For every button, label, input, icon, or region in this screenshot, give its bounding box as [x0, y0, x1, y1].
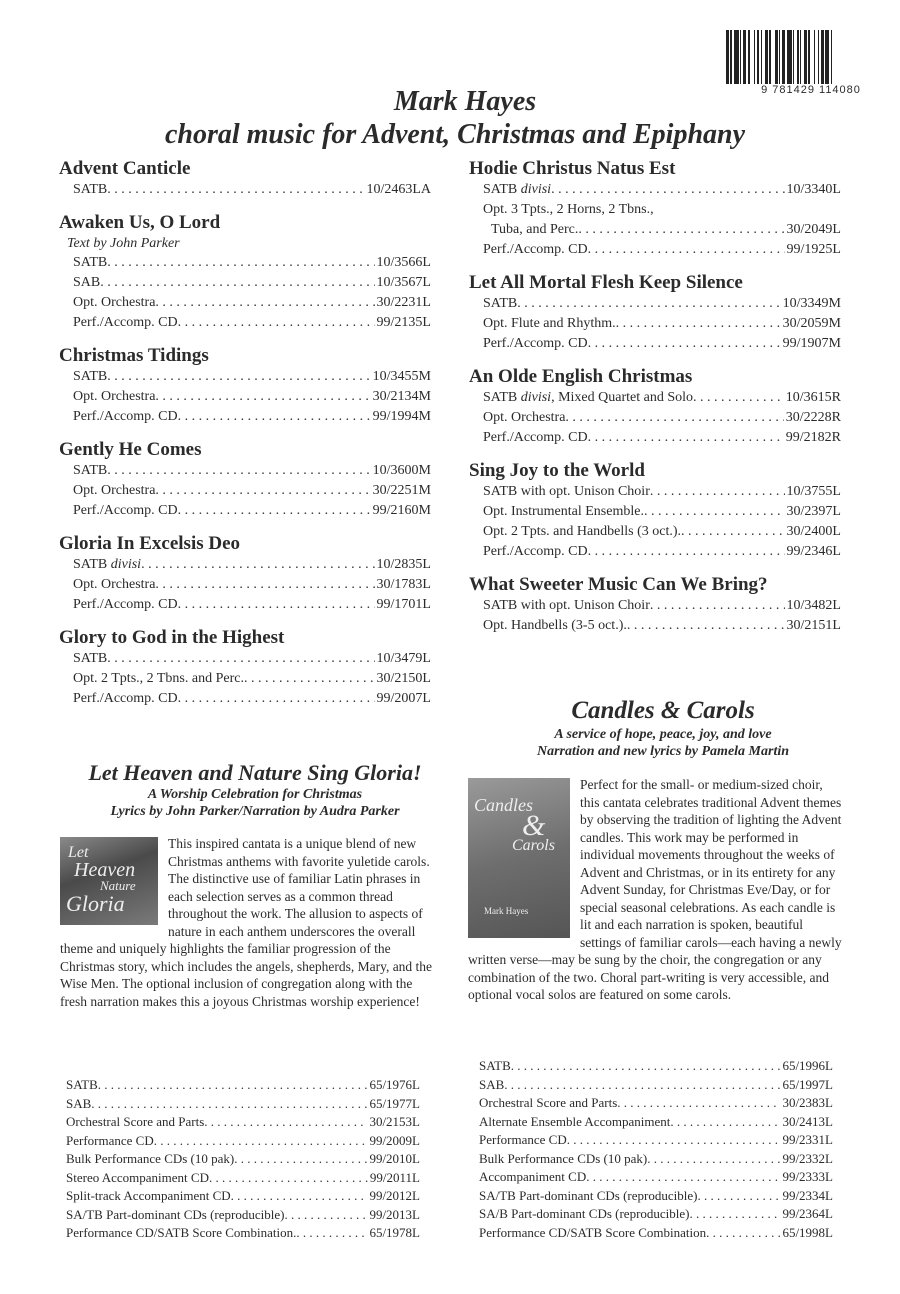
catalog-number: 10/2463LA: [366, 182, 431, 197]
catalog-number: 99/1925L: [786, 242, 841, 257]
row-label-text: SATB: [73, 651, 108, 666]
leader-dots: [178, 407, 371, 427]
product-number: 30/2413L: [782, 1113, 833, 1129]
row-label: [73, 273, 100, 293]
product-number: 99/2334L: [782, 1187, 833, 1203]
product-row: [479, 1131, 833, 1150]
product-row: [66, 1076, 420, 1095]
catalog-row: [469, 542, 841, 562]
row-label-text: Opt. 2 Tpts. and Handbells (3 oct.).: [483, 524, 682, 539]
catalog-row: [59, 253, 431, 273]
right-catalog: [469, 158, 841, 648]
catalog-number: 10/3479L: [376, 651, 431, 666]
entry-title: Awaken Us, O Lord: [59, 212, 221, 233]
entry-title: Glory to God in the Highest: [59, 627, 285, 648]
catalog-row: [469, 502, 841, 522]
catalog-row: [59, 555, 431, 575]
catalog-row: [469, 294, 841, 314]
leader-dots: [107, 461, 370, 481]
row-label: [73, 461, 107, 481]
row-label: [73, 555, 141, 575]
leader-dots: [627, 616, 785, 636]
leader-dots: [98, 1076, 368, 1095]
catalog-number: 99/2182R: [785, 430, 841, 445]
leader-dots: [234, 1150, 367, 1169]
entry-title: What Sweeter Music Can We Bring?: [469, 574, 768, 595]
row-label-text: Perf./Accomp. CD: [483, 430, 588, 445]
row-label: [483, 502, 644, 522]
product-row: [66, 1095, 420, 1114]
catalog-number: 99/2160M: [372, 503, 431, 518]
leader-dots: [178, 595, 375, 615]
promo-right-title: Candles & Carols: [571, 697, 755, 724]
row-label: [483, 294, 517, 314]
product-number: 99/2012L: [369, 1188, 420, 1203]
row-label-italic: divisi: [110, 557, 142, 572]
product-label: Orchestral Score and Parts: [479, 1095, 618, 1110]
row-label-text: Opt. Flute and Rhythm.: [483, 316, 616, 331]
catalog-row: [469, 482, 841, 502]
product-number: 65/1977L: [369, 1095, 420, 1111]
catalog-entry: [469, 574, 841, 636]
catalog-row: [469, 180, 841, 200]
product-row: [66, 1224, 420, 1243]
catalog-row: [59, 481, 431, 501]
catalog-row: [59, 669, 431, 689]
row-label: [73, 313, 178, 333]
catalog-number: 99/2007L: [376, 691, 431, 706]
product-number: 30/2383L: [782, 1095, 833, 1110]
catalog-entry: [59, 439, 431, 521]
row-label: [73, 293, 155, 313]
leader-dots: [567, 1131, 781, 1150]
promo-left-credits: Lyrics by John Parker/Narration by Audra Parker: [110, 804, 400, 819]
row-label-text: Opt. Instrumental Ensemble.: [483, 504, 644, 519]
catalog-number: 30/2397L: [786, 504, 841, 519]
product-row: [66, 1150, 420, 1169]
entry-title: Gloria In Excelsis Deo: [59, 533, 241, 554]
cover-text: Carols: [512, 837, 555, 854]
leader-dots: [588, 240, 785, 260]
catalog-row: [59, 313, 431, 333]
left-catalog: [59, 158, 431, 721]
barcode-number: 9 781429 114080: [726, 84, 896, 96]
catalog-number: 30/2151L: [786, 618, 841, 633]
row-label-text: SAB: [73, 275, 101, 290]
leader-dots: [296, 1224, 367, 1243]
row-label-text: SATB: [73, 255, 108, 270]
row-label: [483, 180, 551, 200]
product-row: [479, 1187, 833, 1206]
row-label-text: SATB: [73, 182, 108, 197]
catalog-number: 10/3349M: [782, 296, 841, 311]
leader-dots: [693, 388, 784, 408]
product-label: Bulk Performance CDs (10 pak): [479, 1150, 648, 1166]
promo-left-body: [60, 835, 436, 1010]
catalog-row: [469, 240, 841, 260]
row-label-text: SATB: [73, 369, 108, 384]
catalog-number: 99/1994M: [372, 409, 431, 424]
row-label-italic: divisi: [520, 182, 552, 197]
product-label: SA/TB Part-dominant CDs (reproducible): [479, 1187, 698, 1203]
leader-dots: [670, 1113, 780, 1132]
product-number: 99/2333L: [782, 1169, 833, 1184]
catalog-number: 30/2134M: [372, 389, 431, 404]
leader-dots: [697, 1187, 780, 1206]
leader-dots: [155, 293, 374, 313]
row-label: [73, 649, 107, 669]
catalog-row: [59, 367, 431, 387]
product-label: Bulk Performance CDs (10 pak): [66, 1151, 235, 1166]
leader-dots: [690, 1205, 781, 1224]
catalog-number: 30/2231L: [376, 295, 431, 310]
catalog-entry: [469, 366, 841, 448]
row-label-italic: divisi: [520, 390, 552, 405]
row-label: [73, 501, 178, 521]
product-number: 65/1978L: [369, 1225, 420, 1240]
page-subtitle: choral music for Advent, Christmas and Epiphany: [164, 119, 746, 150]
row-label: [73, 253, 107, 273]
catalog-row: [59, 180, 431, 200]
leader-dots: [244, 669, 375, 689]
row-label-text: Opt. Orchestra: [483, 410, 566, 425]
leader-dots: [644, 502, 785, 522]
catalog-number: 30/2400L: [786, 524, 841, 539]
row-label-text: SATB: [73, 463, 108, 478]
product-label: Performance CD/SATB Score Combination.: [66, 1225, 297, 1240]
promo-left-title: Let Heaven and Nature Sing Gloria!: [88, 760, 422, 785]
cover-text: Nature: [100, 878, 136, 893]
catalog-number: 30/2059M: [782, 316, 841, 331]
row-label: [483, 314, 616, 334]
row-label: [483, 542, 588, 562]
row-label: [491, 220, 578, 240]
row-label: [483, 428, 588, 448]
row-label-suffix: , Mixed Quartet and Solo: [551, 390, 693, 405]
entry-title: An Olde English Christmas: [469, 366, 693, 387]
row-label-text: SATB: [483, 182, 518, 197]
catalog-entry: [59, 158, 431, 200]
product-number: 99/2331L: [782, 1132, 833, 1147]
catalog-row: [59, 689, 431, 709]
catalog-number: 30/1783L: [376, 577, 431, 592]
product-number: 99/2013L: [369, 1206, 420, 1222]
catalog-row: [59, 575, 431, 595]
catalog-row: [59, 461, 431, 481]
row-label: [483, 596, 650, 616]
catalog-number: 10/3755L: [786, 484, 841, 499]
catalog-entry: [59, 627, 431, 709]
catalog-number: 10/3615R: [785, 390, 841, 405]
leader-dots: [551, 180, 784, 200]
catalog-number: 10/3566L: [376, 255, 431, 270]
row-label-text: Perf./Accomp. CD: [73, 503, 178, 518]
row-label-text: Opt. Orchestra: [73, 295, 156, 310]
product-number: 65/1996L: [782, 1058, 833, 1073]
catalog-entry: [469, 158, 841, 260]
catalog-number: 10/2835L: [376, 557, 431, 572]
catalog-row: [469, 522, 841, 542]
product-row: [479, 1113, 833, 1132]
leader-dots: [588, 542, 785, 562]
catalog-row: [469, 200, 841, 220]
catalog-number: 30/2049L: [786, 222, 841, 237]
leader-dots: [578, 220, 784, 240]
row-label: [73, 407, 178, 427]
leader-dots: [517, 294, 780, 314]
row-label-text: Perf./Accomp. CD: [73, 597, 178, 612]
leader-dots: [209, 1169, 368, 1188]
row-label-text: Perf./Accomp. CD: [483, 242, 588, 257]
row-label-text: Opt. Orchestra: [73, 389, 156, 404]
row-label-text: Perf./Accomp. CD: [483, 336, 588, 351]
product-row: [66, 1113, 420, 1132]
product-number: 65/1997L: [782, 1076, 833, 1092]
leader-dots: [231, 1187, 368, 1206]
row-label-text: SATB: [483, 296, 518, 311]
catalog-row: [469, 616, 841, 636]
catalog-entry: [59, 212, 431, 333]
leader-dots: [107, 367, 370, 387]
catalog-row: [469, 220, 841, 240]
leader-dots: [107, 180, 364, 200]
catalog-row: [59, 293, 431, 313]
leader-dots: [155, 387, 370, 407]
row-label: [483, 388, 693, 408]
product-number: 65/1976L: [369, 1077, 420, 1092]
row-label: [483, 408, 565, 428]
leader-dots: [588, 428, 784, 448]
product-number: 30/2153L: [369, 1114, 420, 1129]
product-label: Performance CD: [479, 1132, 567, 1147]
cover-text: Candles: [474, 795, 534, 815]
catalog-row: [469, 314, 841, 334]
entry-title: Christmas Tidings: [59, 345, 209, 366]
product-row: [66, 1206, 420, 1225]
catalog-number: 30/2228R: [785, 410, 841, 425]
product-number: 99/2011L: [369, 1169, 420, 1185]
entry-title: Sing Joy to the World: [469, 460, 645, 481]
row-label-text: Perf./Accomp. CD: [73, 409, 178, 424]
product-label: Split-track Accompaniment CD: [66, 1188, 231, 1203]
catalog-entry: [59, 345, 431, 427]
row-label: [483, 240, 588, 260]
catalog-row: [59, 595, 431, 615]
promo-right-cover-image: [468, 778, 570, 938]
catalog-number: 30/2150L: [376, 671, 431, 686]
leader-dots: [107, 253, 374, 273]
promo-left-items: [66, 1076, 420, 1243]
catalog-number: 99/1701L: [376, 597, 431, 612]
row-label: [483, 616, 627, 636]
catalog-entry: [469, 272, 841, 354]
catalog-number: 10/3455M: [372, 369, 431, 384]
composer-name: Mark Hayes: [393, 86, 537, 117]
cover-text: Heaven: [74, 859, 136, 881]
catalog-number: 99/1907M: [782, 336, 841, 351]
product-label: Performance CD/SATB Score Combination: [479, 1224, 707, 1240]
row-label-text: SATB: [483, 390, 518, 405]
catalog-row: [469, 334, 841, 354]
leader-dots: [178, 501, 371, 521]
catalog-row: [469, 388, 841, 408]
product-row: [66, 1187, 420, 1206]
product-row: [66, 1132, 420, 1151]
catalog-number: 10/3340L: [786, 182, 841, 197]
product-row: [479, 1057, 833, 1076]
product-row: [479, 1224, 833, 1243]
row-label: [73, 387, 155, 407]
promo-left-header: [60, 760, 450, 820]
barcode: [726, 30, 896, 96]
entry-note: Text by John Parker: [67, 236, 180, 251]
product-label: Accompaniment CD: [479, 1169, 587, 1184]
leader-dots: [650, 596, 785, 616]
leader-dots: [178, 313, 375, 333]
leader-dots: [100, 273, 374, 293]
row-label: Opt. 3 Tpts., 2 Horns, 2 Tbns.,: [483, 202, 654, 217]
product-label: Alternate Ensemble Accompaniment: [479, 1113, 671, 1129]
leader-dots: [586, 1168, 780, 1187]
catalog-number: 10/3567L: [376, 275, 431, 290]
entry-title: Gently He Comes: [59, 439, 202, 460]
barcode-bar: [832, 30, 835, 86]
row-label-text: Tuba, and Perc.: [491, 222, 579, 237]
row-label-text: SATB: [73, 557, 108, 572]
catalog-number: 99/2346L: [786, 544, 841, 559]
leader-dots: [91, 1095, 367, 1114]
promo-left-cover-image: [60, 837, 158, 925]
row-label: [73, 367, 107, 387]
row-label: [483, 334, 588, 354]
product-number: 65/1998L: [782, 1224, 833, 1240]
leader-dots: [650, 482, 785, 502]
leader-dots: [588, 334, 781, 354]
leader-dots: [155, 481, 370, 501]
cover-text: Let: [68, 844, 89, 861]
catalog-number: 99/2135L: [376, 315, 431, 330]
entry-title: Hodie Christus Natus Est: [469, 158, 676, 179]
cover-text: &: [522, 809, 546, 842]
catalog-number: 30/2251M: [372, 483, 431, 498]
row-label-text: SATB with opt. Unison Choir: [483, 484, 650, 499]
product-row: [479, 1168, 833, 1187]
leader-dots: [681, 522, 785, 542]
product-row: [479, 1150, 833, 1169]
barcode-bars: [726, 30, 896, 86]
product-row: [66, 1169, 420, 1188]
leader-dots: [141, 555, 374, 575]
catalog-entry: [59, 533, 431, 615]
leader-dots: [565, 408, 783, 428]
promo-right-description: Perfect for the small- or medium-sized choir, this cantata celebrates traditional Advent themes by observing the tradition of lighting the Advent candles. This work may be performed in individual movements throughout the weeks of Advent and Christmas, or in its entirety for any Advent Sunday, for Christmas Eve/Day, or for special seasonal celebrations. As each candle is lit and each narration is spoken, beautiful settings of familiar carols—each having a newly written verse—may be sung by the choir, the congregation or any combination of the two. Choral part-writing is very accessible, and optional vocal solos are featured on some carols.: [468, 777, 842, 1002]
row-label-text: Opt. 2 Tpts., 2 Tbns. and Perc.: [73, 671, 244, 686]
catalog-entry: [469, 460, 841, 562]
row-label: [73, 669, 244, 689]
product-row: [479, 1076, 833, 1095]
catalog-row: [469, 596, 841, 616]
cover-text: Mark Hayes: [484, 906, 529, 916]
page-header: [0, 86, 900, 152]
promo-right-subtitle: A service of hope, peace, joy, and love: [554, 727, 772, 742]
leader-dots: [178, 689, 375, 709]
row-label-text: Perf./Accomp. CD: [73, 315, 178, 330]
product-label: SA/B Part-dominant CDs (reproducible): [479, 1206, 690, 1221]
row-label: [73, 689, 178, 709]
leader-dots: [155, 575, 374, 595]
row-label: [73, 575, 155, 595]
leader-dots: [204, 1113, 367, 1132]
catalog-row: [59, 273, 431, 293]
catalog-number: 10/3482L: [786, 598, 841, 613]
promo-left-description: This inspired cantata is a unique blend of new Christmas anthems with favorite yuletide carols. The distinctive use of familiar Latin phrases in each selection serves as a common thread throughout the work. The allusion to aspects of nature in each anthem underscores the overall theme and uniquely highlights the familiar progression of the Christmas story, which includes the angels, shepherds, Mary, and the Wise Men. The optional inclusion of congregation along with the fresh narration makes this a joyous Christmas worship experience!: [60, 836, 433, 1009]
catalog-row: [59, 407, 431, 427]
product-row: [479, 1094, 833, 1113]
leader-dots: [617, 1094, 780, 1113]
leader-dots: [154, 1132, 368, 1151]
row-label: [73, 481, 155, 501]
promo-right-body: [468, 776, 844, 1004]
row-label: [483, 522, 681, 542]
leader-dots: [616, 314, 781, 334]
row-label: [73, 595, 178, 615]
promo-left-subtitle: A Worship Celebration for Christmas: [147, 787, 363, 802]
promo-right-header: [468, 696, 858, 760]
catalog-number: 10/3600M: [372, 463, 431, 478]
product-number: 99/2010L: [369, 1151, 420, 1166]
catalog-row: [59, 501, 431, 521]
row-label-text: Opt. Handbells (3-5 oct.).: [483, 618, 627, 633]
catalog-row: [469, 408, 841, 428]
entry-title: Let All Mortal Flesh Keep Silence: [469, 272, 743, 293]
row-label-text: Opt. Orchestra: [73, 483, 156, 498]
product-label: SAB: [479, 1076, 505, 1092]
leader-dots: [504, 1076, 780, 1095]
product-number: 99/2332L: [782, 1150, 833, 1166]
product-label: Performance CD: [66, 1132, 154, 1148]
catalog-row: [59, 649, 431, 669]
catalog-row: [59, 387, 431, 407]
product-label: Orchestral Score and Parts: [66, 1114, 205, 1129]
entry-title: Advent Canticle: [59, 158, 191, 179]
product-label: SA/TB Part-dominant CDs (reproducible): [66, 1206, 285, 1222]
promo-right-items: [479, 1057, 833, 1242]
leader-dots: [107, 649, 374, 669]
product-number: 99/2364L: [782, 1206, 833, 1221]
product-label: SATB: [66, 1077, 98, 1092]
row-label: [483, 482, 650, 502]
product-label: Stereo Accompaniment CD: [66, 1169, 209, 1185]
leader-dots: [706, 1224, 780, 1243]
leader-dots: [647, 1150, 780, 1169]
row-label-text: SATB with opt. Unison Choir: [483, 598, 650, 613]
leader-dots: [511, 1057, 781, 1076]
row-label-text: Perf./Accomp. CD: [73, 691, 178, 706]
product-number: 99/2009L: [369, 1132, 420, 1148]
promo-right-credits: Narration and new lyrics by Pamela Martin: [536, 744, 790, 759]
cover-text: Gloria: [66, 891, 125, 916]
row-label-text: Perf./Accomp. CD: [483, 544, 588, 559]
leader-dots: [284, 1206, 367, 1225]
catalog-row: [469, 428, 841, 448]
product-row: [479, 1205, 833, 1224]
row-label-text: Opt. Orchestra: [73, 577, 156, 592]
product-label: SATB: [479, 1058, 511, 1073]
product-label: SAB: [66, 1095, 92, 1111]
row-label: [73, 180, 107, 200]
